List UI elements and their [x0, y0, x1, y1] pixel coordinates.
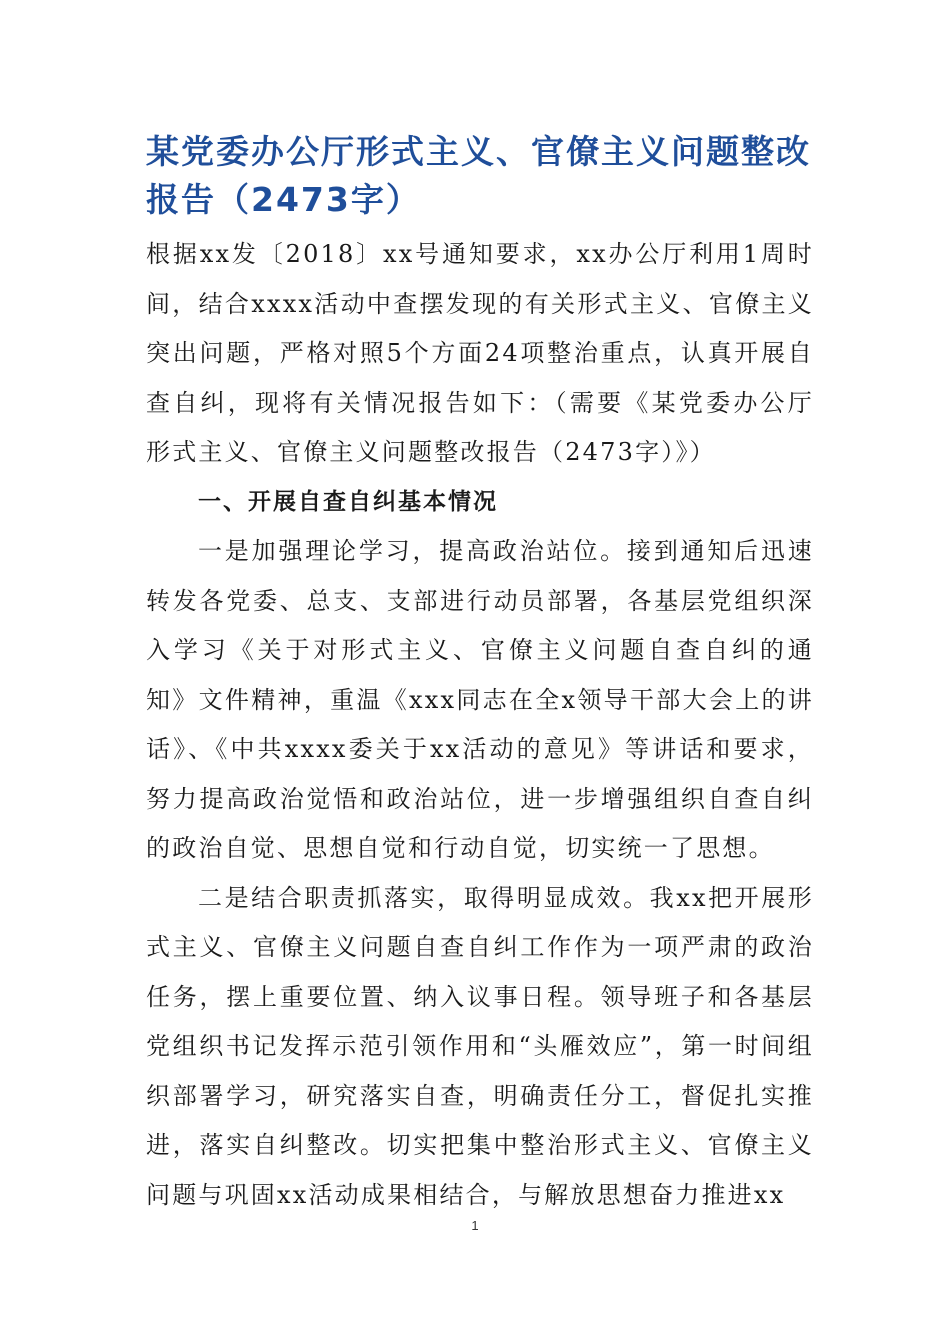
section-heading: 一、开展自查自纠基本情况 — [198, 488, 498, 515]
document-title: 某党委办公厅形式主义、官僚主义问题整改报告（2473字） — [146, 132, 811, 219]
document-body — [146, 230, 814, 1220]
body-paragraph-2: 二是结合职责抓落实，取得明显成效。我xx把开展形式主义、官僚主义问题自查自纠工作作为一项严肃的政治任务，摆上重要位置、纳入议事日程。领导班子和各基层党组织书记发挥示范引领作用和“头雁效应”，第一时间组织部署学习，研究落实自查，明确责任分工，督促扎实推进，落实自纠整改。切实把集中整治形式主义、官僚主义问题与巩固xx活动成果相结合，与解放思想奋力推进xx — [146, 883, 814, 1209]
intro-paragraph: 根据xx发〔2018〕xx号通知要求，xx办公厅利用1周时间，结合xxxx活动中查摆发现的有关形式主义、官僚主义突出问题，严格对照5个方面24项整治重点，认真开展自查自纠，现将有关情况报告如下：（需要《某党委办公厅形式主义、官僚主义问题整改报告（2473字）》） — [146, 240, 814, 466]
page-number: 1 — [471, 1218, 479, 1233]
body-paragraph-1: 一是加强理论学习，提高政治站位。接到通知后迅速转发各党委、总支、支部进行动员部署，各基层党组织深入学习《关于对形式主义、官僚主义问题自查自纠的通知》文件精神，重温《xxx同志在全x领导干部大会上的讲话》、《中共xxxx委关于xx活动的意见》等讲话和要求，努力提高政治觉悟和政治站位，进一步增强组织自查自纠的政治自觉、思想自觉和行动自觉，切实统一了思想。 — [146, 537, 814, 862]
